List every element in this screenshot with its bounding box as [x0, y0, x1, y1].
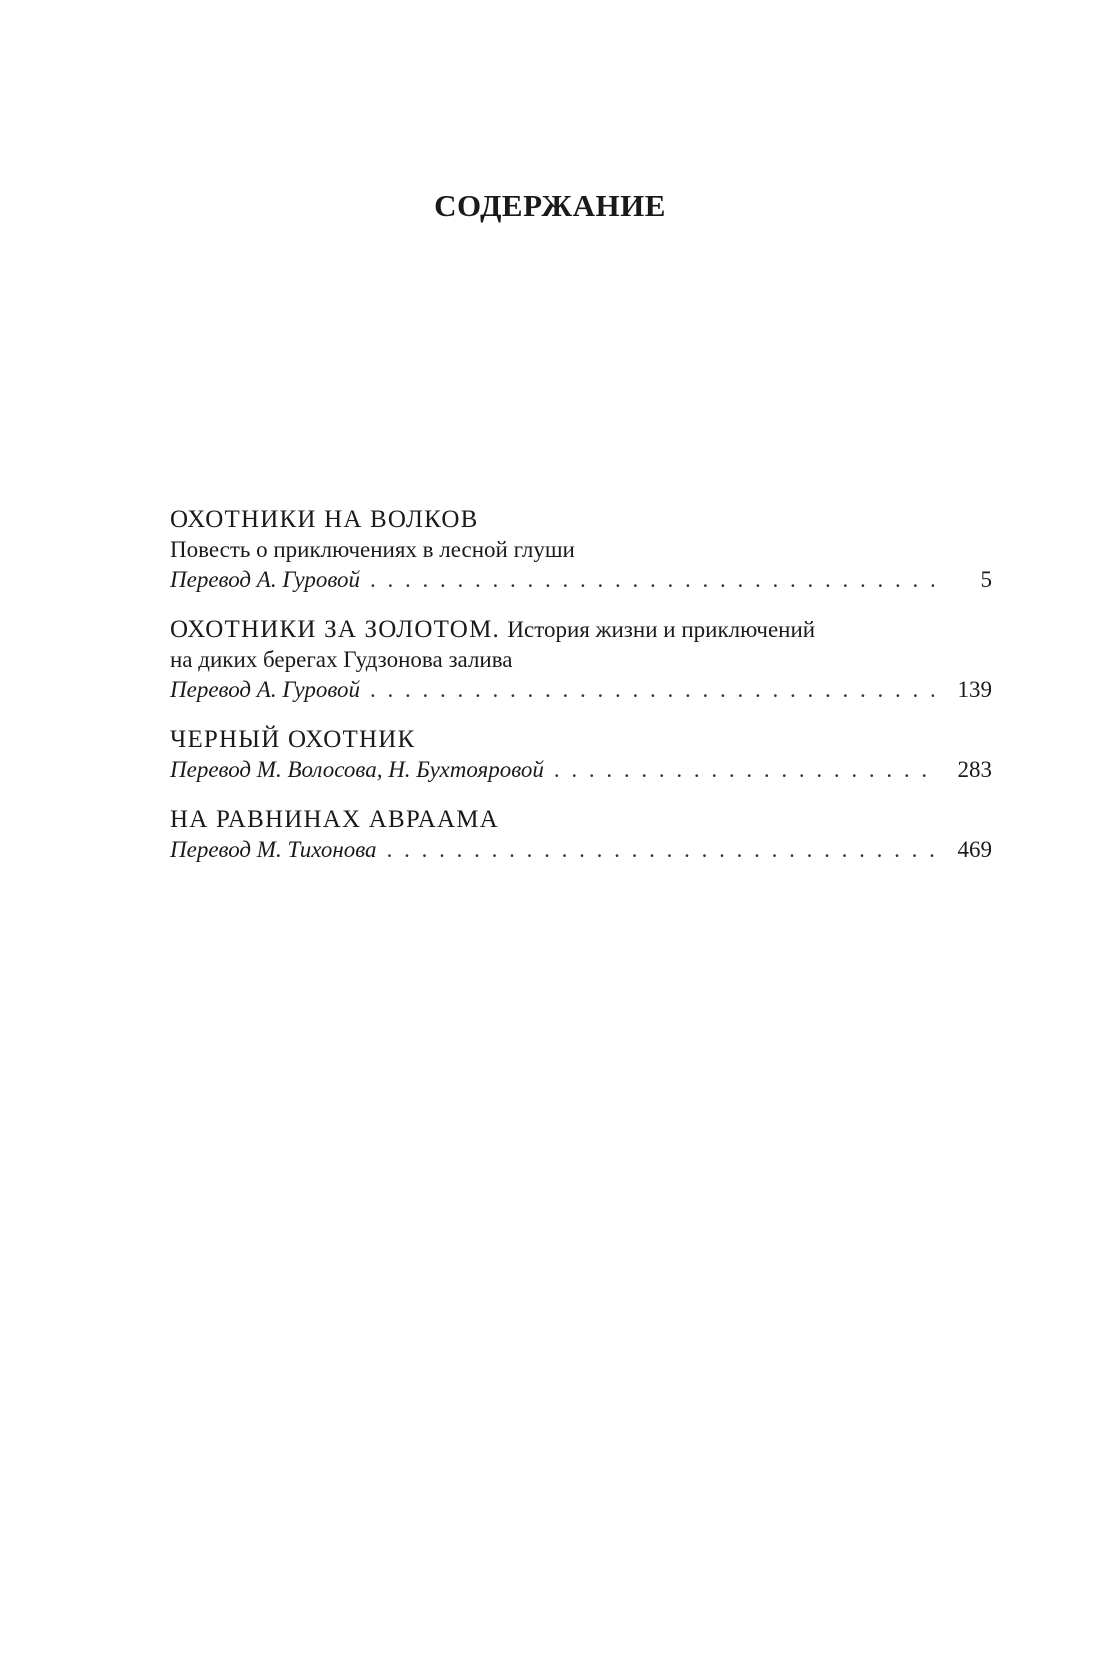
translator-line [170, 565, 992, 595]
dot-leader [370, 565, 934, 595]
page-number: 469 [957, 837, 992, 862]
translator: Перевод А. Гуровой [170, 677, 361, 702]
translator: Перевод М. Волосова, Н. Бухтояровой [170, 757, 544, 782]
dot-leader [554, 755, 934, 785]
page-number: 283 [957, 757, 992, 782]
translator-line [170, 835, 992, 865]
dot-leader [370, 675, 934, 705]
entry-title-main: ОХОТНИКИ ЗА ЗОЛОТОМ. [170, 616, 500, 643]
entry-title-main: ОХОТНИКИ НА ВОЛКОВ [170, 506, 479, 533]
entry-title [170, 725, 992, 755]
page-title: СОДЕРЖАНИЕ [434, 188, 666, 223]
entry-subtitle: на диких берегах Гудзонова залива [170, 647, 513, 672]
translator-line [170, 675, 992, 705]
toc-entry[interactable] [170, 725, 992, 785]
entry-subtitle: Повесть о приключениях в лесной глуши [170, 537, 575, 562]
entry-title [170, 805, 992, 835]
entry-title-main: ЧЕРНЫЙ ОХОТНИК [170, 726, 416, 753]
translator-line [170, 755, 992, 785]
entry-title [170, 615, 992, 645]
entry-title [170, 505, 992, 535]
translator: Перевод М. Тихонова [170, 837, 377, 862]
entry-title-continuation: История жизни и приключений [507, 617, 816, 642]
toc-entry[interactable] [170, 615, 992, 705]
entry-title-main: НА РАВНИНАХ АВРААМА [170, 806, 499, 833]
dot-leader [387, 835, 934, 865]
page-number: 139 [957, 677, 992, 702]
toc-entry[interactable] [170, 505, 992, 595]
page-number: 5 [980, 567, 992, 592]
translator: Перевод А. Гуровой [170, 567, 361, 592]
table-of-contents [170, 505, 992, 885]
toc-entry[interactable] [170, 805, 992, 865]
